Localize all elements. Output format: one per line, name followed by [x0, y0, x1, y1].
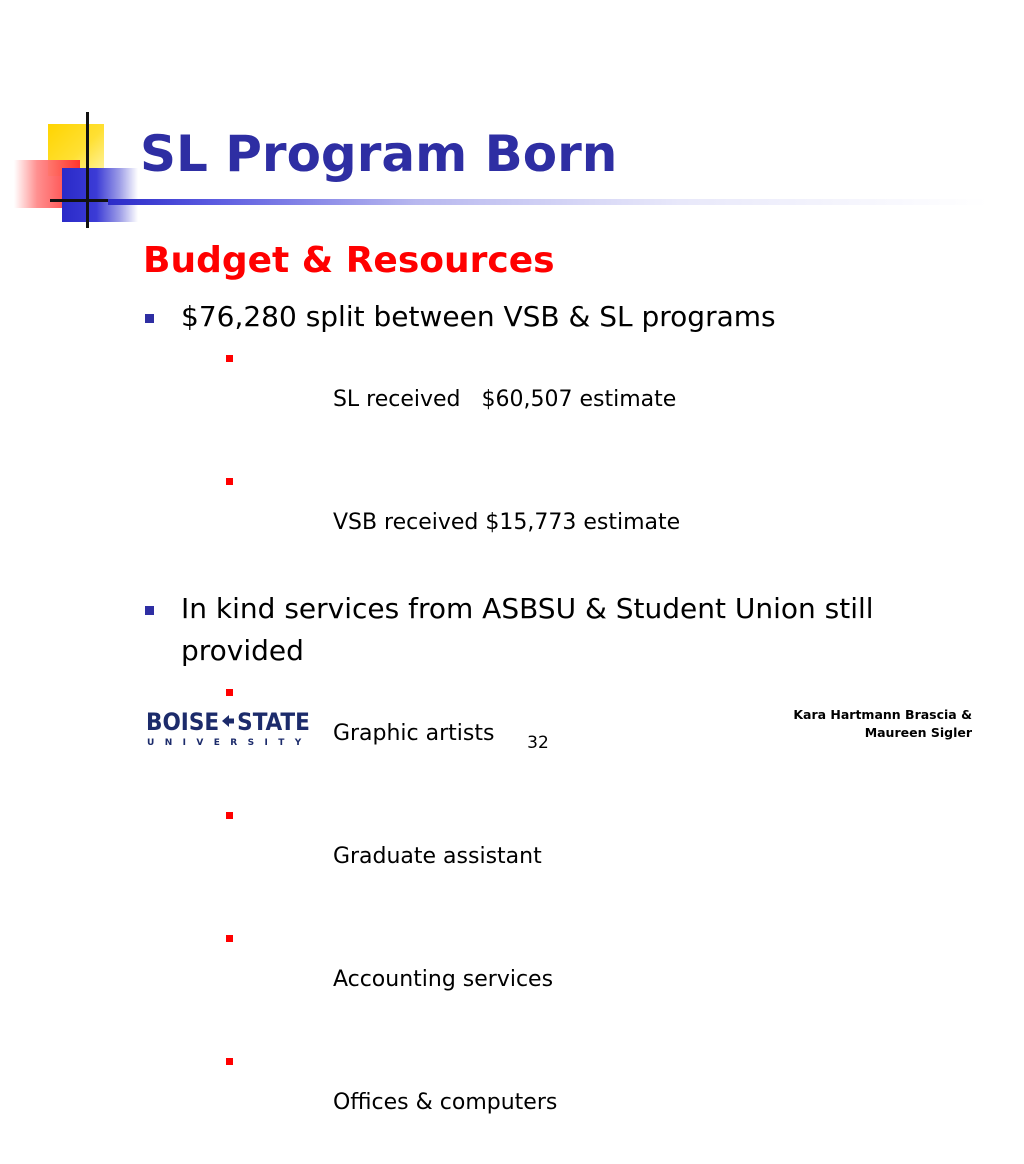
authors-credit [712, 706, 972, 742]
slide-title: SL Program Born [140, 125, 618, 183]
sub-bullet-text: Offices & computers [332, 1090, 558, 1115]
page-number: 32 [527, 733, 549, 753]
title-underline-rule [108, 199, 988, 205]
boise-state-logo [146, 708, 312, 750]
sub-bullet-text: Graphic artists [332, 721, 495, 746]
decorative-blue-square [62, 168, 138, 222]
square-bullet-icon [226, 1058, 233, 1065]
logo-word-university: UNIVERSITY [147, 738, 312, 748]
sub-bullet-item [218, 795, 964, 918]
sub-bullet-item [218, 918, 964, 1041]
square-bullet-icon [226, 689, 233, 696]
square-bullet-icon [226, 355, 233, 362]
logo-arrow-icon [221, 714, 235, 728]
sub-bullet-text: Accounting services [332, 967, 554, 992]
square-bullet-icon [145, 606, 154, 615]
square-bullet-icon [145, 314, 154, 323]
sub-bullet-item [218, 461, 964, 584]
bullet-item [144, 296, 964, 584]
logo-word-state: STATE [237, 708, 310, 736]
square-bullet-icon [226, 478, 233, 485]
sub-bullet-item [218, 1041, 964, 1164]
sub-bullet-text: SL received $60,507 estimate [332, 387, 677, 412]
bullet-text: $76,280 split between VSB & SL programs [181, 300, 776, 333]
authors-line-1: Kara Hartmann Brascia & [793, 707, 972, 722]
sub-bullet-text: Graduate assistant [332, 844, 542, 869]
authors-line-2: Maureen Sigler [864, 725, 972, 740]
square-bullet-icon [226, 812, 233, 819]
slide-subtitle: Budget & Resources [143, 240, 555, 281]
bullet-item [144, 588, 964, 1164]
decorative-horizontal-line [50, 199, 110, 202]
sub-bullet-list [181, 338, 964, 584]
sub-bullet-text: VSB received $15,773 estimate [332, 510, 681, 535]
logo-word-boise: BOISE [146, 708, 220, 736]
bullet-text: In kind services from ASBSU & Student Union still provided [181, 592, 874, 667]
sub-bullet-item [218, 338, 964, 461]
square-bullet-icon [226, 935, 233, 942]
logo-wordmark [146, 708, 310, 736]
decorative-vertical-line [86, 112, 89, 228]
